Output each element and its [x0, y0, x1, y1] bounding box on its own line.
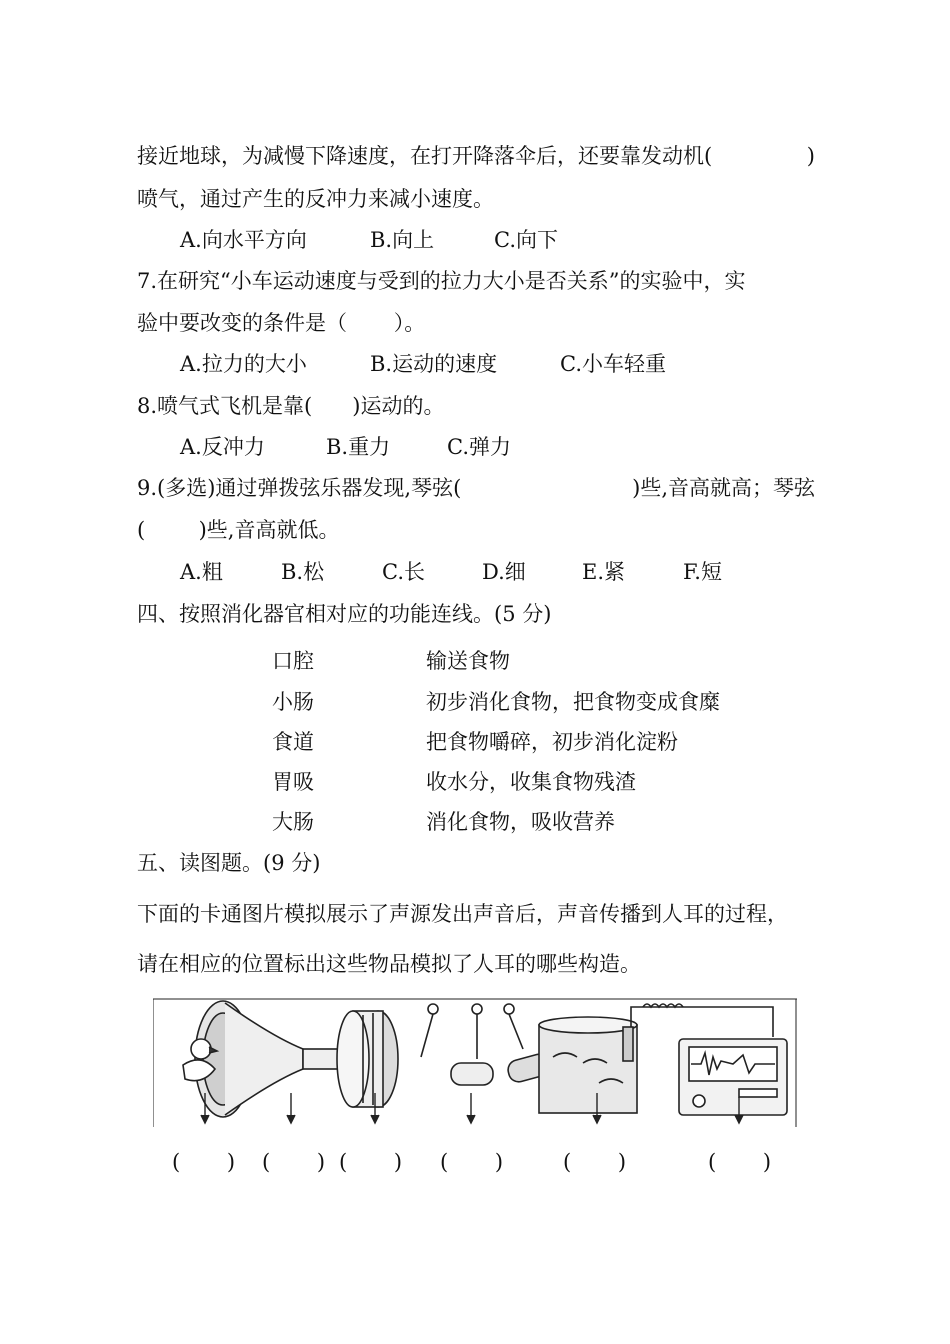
q9-line1 — [137, 474, 815, 502]
organ-item: 小肠 — [272, 690, 314, 714]
function-item: 输送食物 — [426, 649, 510, 673]
q7-option-c: C.小车轻重 — [560, 352, 666, 376]
q9-line1-right: )些,音高就高；琴弦 — [632, 476, 815, 500]
q8-option-b: B.重力 — [326, 435, 391, 459]
section5-title: 五、读图题。(9 分) — [137, 851, 321, 875]
function-item: 消化食物，吸收营养 — [426, 810, 615, 834]
q9-option-f: F.短 — [683, 560, 722, 584]
q6-line1 — [137, 142, 815, 170]
function-item: 初步消化食物，把食物变成食糜 — [426, 690, 720, 714]
q6-option-c: C.向下 — [494, 228, 558, 252]
answer-blank-1[interactable]: ( ) — [172, 1150, 236, 1174]
q9-option-d: D.细 — [482, 560, 526, 584]
q8-option-c: C.弹力 — [447, 435, 511, 459]
q8-option-a: A.反冲力 — [180, 435, 265, 459]
q8-line1: 8.喷气式飞机是靠( )运动的。 — [137, 394, 445, 418]
q7-line1-text: 7.在研究“小车运动速度与受到的拉力大小是否关系”的实验中，实 — [137, 269, 746, 293]
section5-desc-line2: 请在相应的位置标出这些物品模拟了人耳的哪些构造。 — [137, 952, 641, 976]
q9-option-c: C.长 — [382, 560, 425, 584]
q7-line1 — [137, 267, 815, 295]
q9-line1-text: 9.(多选)通过弹拨弦乐器发现,琴弦( — [137, 476, 462, 500]
answer-blank-3[interactable]: ( ) — [339, 1150, 403, 1174]
organ-item: 口腔 — [272, 649, 314, 673]
answer-blank-4[interactable]: ( ) — [440, 1150, 504, 1174]
q9-option-a: A.粗 — [180, 560, 223, 584]
q7-option-b: B.运动的速度 — [370, 352, 498, 376]
q9-option-e: E.紧 — [582, 560, 626, 584]
q6-option-b: B.向上 — [370, 228, 435, 252]
q6-line1-text: 接近地球，为减慢下降速度，在打开降落伞后，还要靠发动机( — [137, 144, 713, 168]
q9-option-b: B.松 — [281, 560, 325, 584]
organ-item: 大肠 — [272, 810, 314, 834]
section4-title: 四、按照消化器官相对应的功能连线。(5 分) — [137, 602, 552, 626]
answer-blank-5[interactable]: ( ) — [563, 1150, 627, 1174]
q6-line2: 喷气，通过产生的反冲力来减小速度。 — [137, 187, 494, 211]
q6-line1-paren: ) — [806, 144, 815, 168]
section5-desc-line1: 下面的卡通图片模拟展示了声源发出声音后，声音传播到人耳的过程， — [137, 902, 788, 926]
answer-blank-6[interactable]: ( ) — [708, 1150, 772, 1174]
ear-model-illustration — [153, 997, 797, 1130]
organ-item: 食道 — [272, 730, 314, 754]
organ-item: 胃吸 — [272, 770, 314, 794]
answer-blank-2[interactable]: ( ) — [262, 1150, 326, 1174]
function-item: 把食物嚼碎，初步消化淀粉 — [426, 730, 678, 754]
q6-option-a: A.向水平方向 — [180, 228, 307, 252]
q9-line2: ( )些,音高就低。 — [137, 518, 340, 542]
q7-option-a: A.拉力的大小 — [180, 352, 307, 376]
function-item: 收水分，收集食物残渣 — [426, 770, 636, 794]
q7-line2: 验中要改变的条件是（ ）。 — [137, 311, 426, 335]
